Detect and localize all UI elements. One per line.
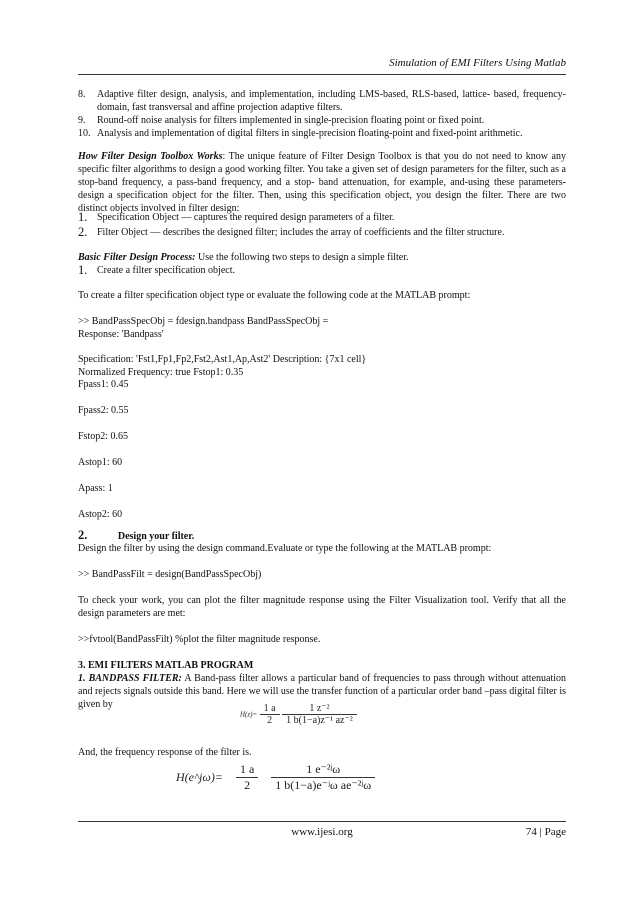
transfer-function-formula bbox=[240, 703, 357, 726]
frequency-response-formula bbox=[176, 762, 375, 793]
list-text: Create a filter specification object. bbox=[97, 265, 235, 276]
list-item-9 bbox=[78, 114, 566, 127]
formula-denominator: 2 bbox=[244, 778, 251, 792]
footer-rule bbox=[78, 821, 566, 822]
formula-fraction-2 bbox=[271, 762, 375, 793]
formula-fraction-1 bbox=[236, 762, 258, 793]
code-fstop2: Fstop2: 0.65 bbox=[78, 431, 129, 442]
section-heading: 3. EMI FILTERS MATLAB PROGRAM bbox=[78, 660, 254, 671]
basic-process-text: Use the following two steps to design a simple filter. bbox=[195, 252, 409, 263]
running-title: Simulation of EMI Filters Using Matlab bbox=[389, 57, 566, 69]
formula-numerator: 1 a bbox=[260, 703, 280, 715]
formula-fraction-1 bbox=[260, 703, 280, 726]
list-number: 9. bbox=[78, 115, 86, 126]
list-item-8 bbox=[78, 88, 566, 114]
formula-lhs: H(z)= bbox=[240, 710, 258, 719]
list-number: 2. bbox=[78, 225, 88, 239]
basic-process-label: Basic Filter Design Process: bbox=[78, 252, 196, 263]
design-fvtool: >>fvtool(BandPassFilt) %plot the filter magnitude response. bbox=[78, 634, 321, 645]
code-fpass2: Fpass2: 0.55 bbox=[78, 405, 129, 416]
basic-process-paragraph bbox=[78, 251, 566, 264]
design-heading bbox=[78, 529, 566, 543]
code-response: Response: 'Bandpass' bbox=[78, 329, 164, 340]
list-number: 10. bbox=[78, 128, 91, 139]
list-number: 1. bbox=[78, 263, 88, 277]
design-cmd: >> BandPassFilt = design(BandPassSpecObj) bbox=[78, 569, 262, 580]
header-rule bbox=[78, 74, 566, 75]
design-check: To check your work, you can plot the filter magnitude response using the Filter Visualization tool. Verify that all the design parameters are met: bbox=[78, 595, 566, 619]
design-text: Design the filter by using the design command.Evaluate or type the following at the MATLAB prompt: bbox=[78, 543, 492, 554]
list-item-10 bbox=[78, 127, 566, 140]
how-works-label: How Filter Design Toolbox Works bbox=[78, 151, 223, 162]
formula-denominator: 1 b(1−a)z⁻¹ az⁻² bbox=[286, 715, 353, 726]
code-fpass1: Fpass1: 0.45 bbox=[78, 379, 129, 390]
code-norm: Normalized Frequency: true Fstop1: 0.35 bbox=[78, 367, 244, 378]
code-intro: To create a filter specification object type or evaluate the following code at the MATLAB prompt: bbox=[78, 290, 471, 301]
code-apass: Apass: 1 bbox=[78, 483, 113, 494]
step1-item bbox=[78, 264, 566, 277]
freq-response-text: And, the frequency response of the filter is. bbox=[78, 747, 252, 758]
footer-page-number: 74 | Page bbox=[525, 826, 566, 838]
formula-denominator: 2 bbox=[267, 715, 273, 726]
formula-lhs: H(e^jω)= bbox=[176, 770, 223, 784]
formula-numerator: 1 e⁻²ʲω bbox=[271, 762, 375, 778]
how-works-paragraph bbox=[78, 150, 566, 215]
formula-denominator: 1 b(1−a)e⁻ʲω ae⁻²ʲω bbox=[275, 778, 372, 792]
spec-object-item bbox=[78, 211, 566, 224]
bandpass-text: A Band-pass filter allows a particular band of frequencies to pass through without attenuation and rejects signals outside this band. Here we will use the transfer function of a particular order band –pass digital filter is given by bbox=[78, 673, 566, 710]
code-cmd: >> BandPassSpecObj = fdesign.bandpass BandPassSpecObj = bbox=[78, 316, 329, 327]
how-works-text: : The unique feature of Filter Design Toolbox is that you do not need to know any specific filter algorithms to design a good working filter. You take a given set of design parameters for the filter, such as a stop-band frequency, a pass-band frequency, and a stop- band attenuation, for example, and-using these parameters-design a specification object for the filter. Then, using this specification object, you design the filter. There are two distinct objects involved in filter design: bbox=[78, 151, 566, 214]
list-number: 8. bbox=[78, 89, 86, 100]
design-title: Design your filter. bbox=[117, 531, 195, 542]
formula-numerator: 1 a bbox=[236, 762, 258, 778]
list-text: Specification Object — captures the required design parameters of a filter. bbox=[97, 212, 395, 223]
design-number: 2. bbox=[78, 528, 88, 542]
filter-object-item bbox=[78, 226, 566, 239]
list-text: Round-off noise analysis for filters implemented in single-precision floating point or fixed point. bbox=[97, 115, 485, 126]
bandpass-label: 1. BANDPASS FILTER: bbox=[78, 673, 182, 684]
formula-numerator: 1 z⁻² bbox=[282, 703, 357, 715]
list-text: Adaptive filter design, analysis, and implementation, including LMS-based, RLS-based, lattice- based, frequency-domain, fast transversal and affine projection adaptive filters. bbox=[97, 89, 566, 113]
formula-fraction-2 bbox=[282, 703, 357, 726]
code-astop2: Astop2: 60 bbox=[78, 509, 123, 520]
code-spec: Specification: 'Fst1,Fp1,Fp2,Fst2,Ast1,Ap,Ast2' Description: {7x1 cell} bbox=[78, 354, 367, 365]
footer-site: www.ijesi.org bbox=[291, 826, 353, 838]
list-text: Analysis and implementation of digital filters in single-precision floating-point and fixed-point arithmetic. bbox=[97, 128, 523, 139]
code-astop1: Astop1: 60 bbox=[78, 457, 123, 468]
list-text: Filter Object — describes the designed filter; includes the array of coefficients and the filter structure. bbox=[97, 227, 505, 238]
list-number: 1. bbox=[78, 210, 88, 224]
